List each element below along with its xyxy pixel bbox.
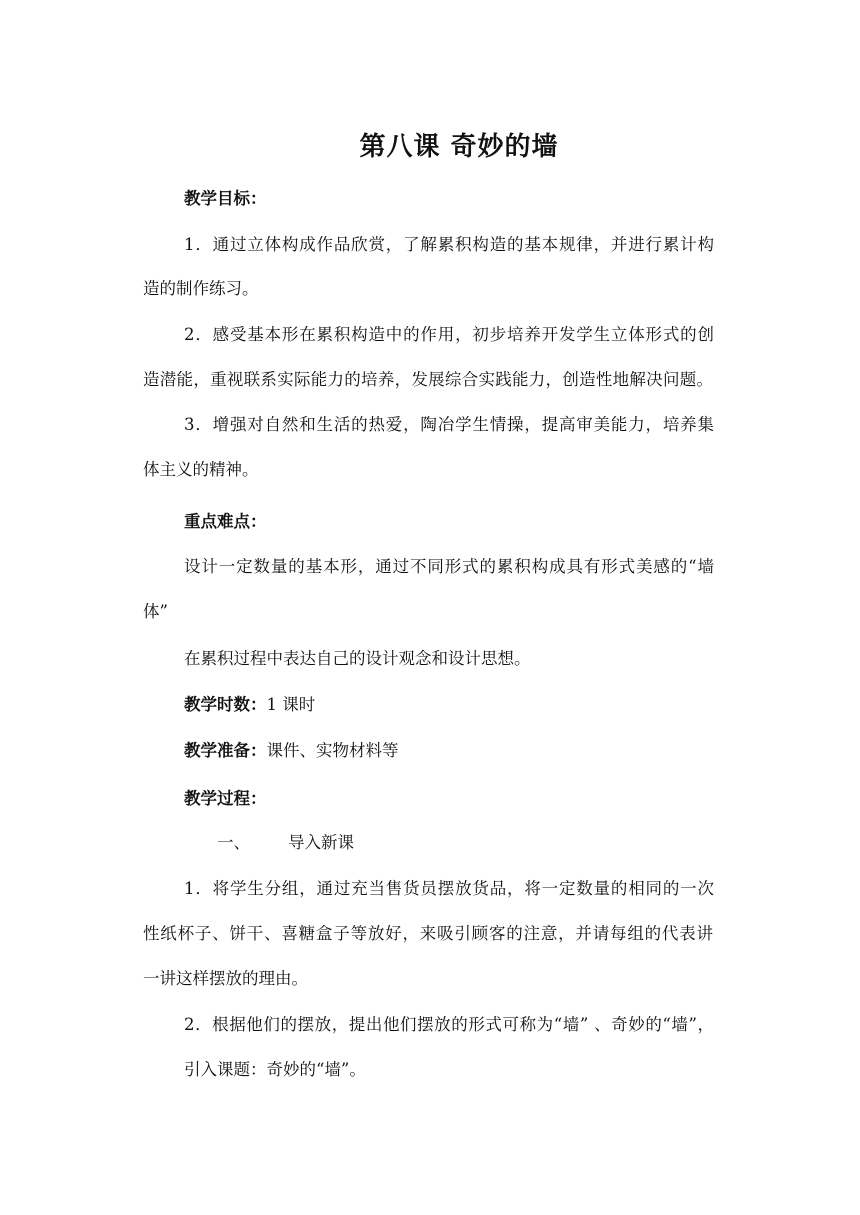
step-1-line2: 性纸杯子、饼干、喜糖盒子等放好，来吸引顾客的注意，并请每组的代表讲 — [143, 924, 713, 943]
teaching-prep-label: 教学准备： — [184, 741, 267, 760]
teaching-prep-value: 课件、实物材料等 — [266, 741, 399, 760]
step-1-line1: 1．将学生分组，通过充当售货员摆放货品，将一定数量的相同的一次 — [184, 879, 714, 898]
key-point-1-line1: 设计一定数量的基本形，通过不同形式的累积构成具有形式美感的“墙 — [184, 557, 714, 576]
objective-2-line2: 造潜能，重视联系实际能力的培养，发展综合实践能力，创造性地解决问题。 — [143, 370, 713, 389]
objectives-heading: 教学目标： — [184, 189, 267, 208]
objective-3-line1: 3．增强对自然和生活的热爱，陶冶学生情操，提高审美能力，培养集 — [184, 415, 714, 434]
step-2-line1: 2．根据他们的摆放，提出他们摆放的形式可称为“墙” 、奇妙的“墙”， — [184, 1015, 714, 1034]
objective-3-line2: 体主义的精神。 — [143, 460, 259, 479]
objective-2-line1: 2．感受基本形在累积构造中的作用，初步培养开发学生立体形式的创 — [184, 325, 714, 344]
step-2-line2: 引入课题：奇妙的“墙”。 — [184, 1060, 366, 1079]
section-1-heading — [0, 831, 860, 855]
key-points-heading: 重点难点： — [184, 512, 267, 531]
teaching-hours-label: 教学时数： — [184, 695, 267, 714]
key-point-2: 在累积过程中表达自己的设计观念和设计思想。 — [184, 649, 531, 668]
section-1-title: 导入新课 — [288, 833, 354, 852]
section-1-number: 一、 — [217, 833, 250, 852]
objective-1-line1: 1．通过立体构成作品欣赏，了解累积构造的基本规律，并进行累计构 — [184, 235, 714, 254]
step-1-line3: 一讲这样摆放的理由。 — [143, 969, 308, 988]
key-point-1-line2: 体” — [143, 602, 168, 621]
teaching-hours — [184, 693, 714, 717]
process-heading: 教学过程： — [184, 789, 267, 808]
teaching-prep — [184, 739, 714, 763]
teaching-hours-value: 1 课时 — [266, 695, 316, 714]
lesson-title: 第八课 奇妙的墙 — [359, 132, 559, 162]
objective-1-line2: 造的制作练习。 — [143, 279, 259, 298]
